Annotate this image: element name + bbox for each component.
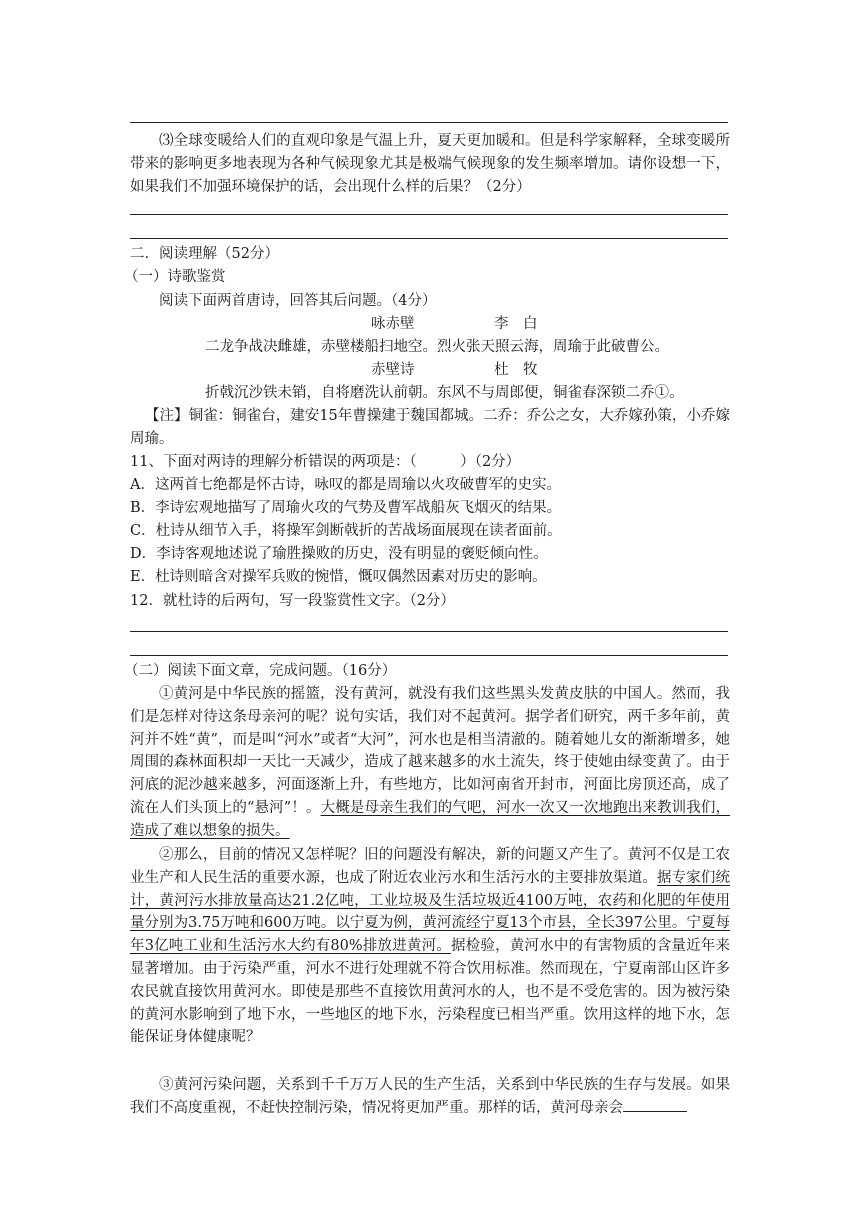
option-a: A．这两首七绝都是怀古诗，咏叹的都是周瑜以火攻破曹军的史实。 — [130, 477, 561, 493]
answer-line — [130, 631, 728, 632]
poem-2-text: 折戟沉沙铁未销，自将磨洗认前朝。东风不与周郎便，铜雀春深锁二乔①。 — [205, 385, 684, 401]
poem-2-title: 赤壁诗 — [371, 362, 415, 378]
option-c: C．杜诗从细节入手，将操军剑断戟折的苦战场面展现在读者面前。 — [130, 523, 562, 539]
poem-note: 【注】铜雀：铜雀台，建安15年曹操建于魏国都城。二乔：乔公之女，大乔嫁孙策，小乔嫁周瑜。 — [130, 408, 730, 447]
exam-page — [124, 0, 731, 1216]
paragraph-2-underlined: 据专家们统计，黄河污水排放量高达21.2亿吨，工业垃圾及生活垃圾近4100万吨，农药和化肥的年使用量分别为3.75万吨和600万吨。以宁夏为例，黄河流经宁夏13个市县，全长397公里。宁夏每年3亿吨工业和生活污水大约有80%排放进黄河。 — [130, 869, 731, 955]
answer-line — [130, 655, 728, 656]
article-paragraph-2 — [130, 844, 730, 1049]
paragraph-2-dotted: 主要 — [554, 869, 584, 886]
paragraph-2-text-b: 排放渠道。 — [583, 869, 657, 886]
option-e: E．杜诗则暗含对操军兵败的惋惜，慨叹偶然因素对历史的影响。 — [130, 569, 547, 585]
poem-1-author: 李 白 — [494, 316, 538, 332]
subsection-heading-reading: （二）阅读下面文章，完成问题。（16分） — [124, 663, 397, 679]
paragraph-3-text: ③黄河污染问题，关系到千千万万人民的生产生活，关系到中华民族的生存与发展。如果我们不高度重视，不赶快控制污染，情况将更加严重。那样的话，黄河母亲会 — [130, 1077, 730, 1116]
article-paragraph-3 — [130, 1074, 730, 1120]
article-paragraph-1 — [130, 683, 730, 843]
poem-2-author: 杜 牧 — [494, 362, 538, 378]
option-d: D．李诗客观地述说了瑜胜操败的历史，没有明显的褒贬倾向性。 — [130, 546, 548, 562]
section-heading: 二．阅读理解（52分） — [130, 246, 279, 262]
answer-line — [130, 214, 728, 215]
poem-1-title: 咏赤壁 — [371, 316, 415, 332]
question-3-text: ⑶全球变暖给人们的直观印象是气温上升，夏天更加暖和。但是科学家解释，全球变暖所带来的影响更多地表现为各种气候现象尤其是极端气候现象的发生频率增加。请你设想一下，如果我们不加强环境保护的话，会出现什么样的后果？（2分） — [130, 133, 730, 195]
paragraph-2-text-c: 据检验，黄河水中的有害物质的含量近年来显著增加。由于污染严重，河水不进行处理就不符合饮用标准。然而现在，宁夏南部山区许多农民就直接饮用黄河水。即使是那些不直接饮用黄河水的人，也不是不受危害的。因为被污染的黄河水影响到了地下水，一些地区的地下水，污染程度已相当严重。饮用这样的地下水，怎能保证身体健康呢？ — [130, 938, 730, 1046]
answer-line — [130, 122, 728, 123]
answer-line — [130, 238, 728, 239]
option-b: B．李诗宏观地描写了周瑜火攻的气势及曹军战船灰飞烟灭的结果。 — [130, 500, 562, 516]
paragraph-2-text-a: ②那么，目前的情况又怎样呢？旧的问题没有解决，新的问题又产生了。黄河不仅是工农业生产和人民生活的重要水源，也成了附近农业污水和生活污水的 — [130, 847, 730, 886]
subsection-heading-poetry: （一）诗歌鉴赏 — [124, 269, 226, 285]
poetry-instruction: 阅读下面两首唐诗，回答其后问题。（4分） — [159, 293, 437, 309]
paragraph-1-text: ①黄河是中华民族的摇篮，没有黄河，就没有我们这些黑头发黄皮肤的中国人。然而，我们是怎样对待这条母亲河的呢？说句实话，我们对不起黄河。据学者们研究，两千多年前，黄河并不姓“黄”，而是叫“河水”或者“大河”，河水也是相当清澈的。随着她儿女的渐渐增多，她周围的森林面积却一天比一天减少，造成了越来越多的水土流失，终于使她由绿变黄了。由于河底的泥沙越来越多，河面逐渐上升，有些地方，比如河南省开封市，河面比房顶还高，成了流在人们头顶上的“悬河”！。 — [130, 686, 730, 816]
paragraph-1-underlined: 大概是母亲生我们的气吧，河水一次又一次地跑出来教训我们，造成了难以想象的损失。 — [130, 799, 730, 839]
question-12: 12．就杜诗的后两句，写一段鉴赏性文字。（2分） — [130, 593, 455, 609]
fill-blank[interactable] — [623, 1097, 687, 1112]
poem-1-text: 二龙争战决雌雄，赤壁楼船扫地空。烈火张天照云海，周瑜于此破曹公。 — [205, 339, 669, 355]
question-11: 11、下面对两诗的理解分析错误的两项是：（ ）（2分） — [130, 454, 521, 470]
